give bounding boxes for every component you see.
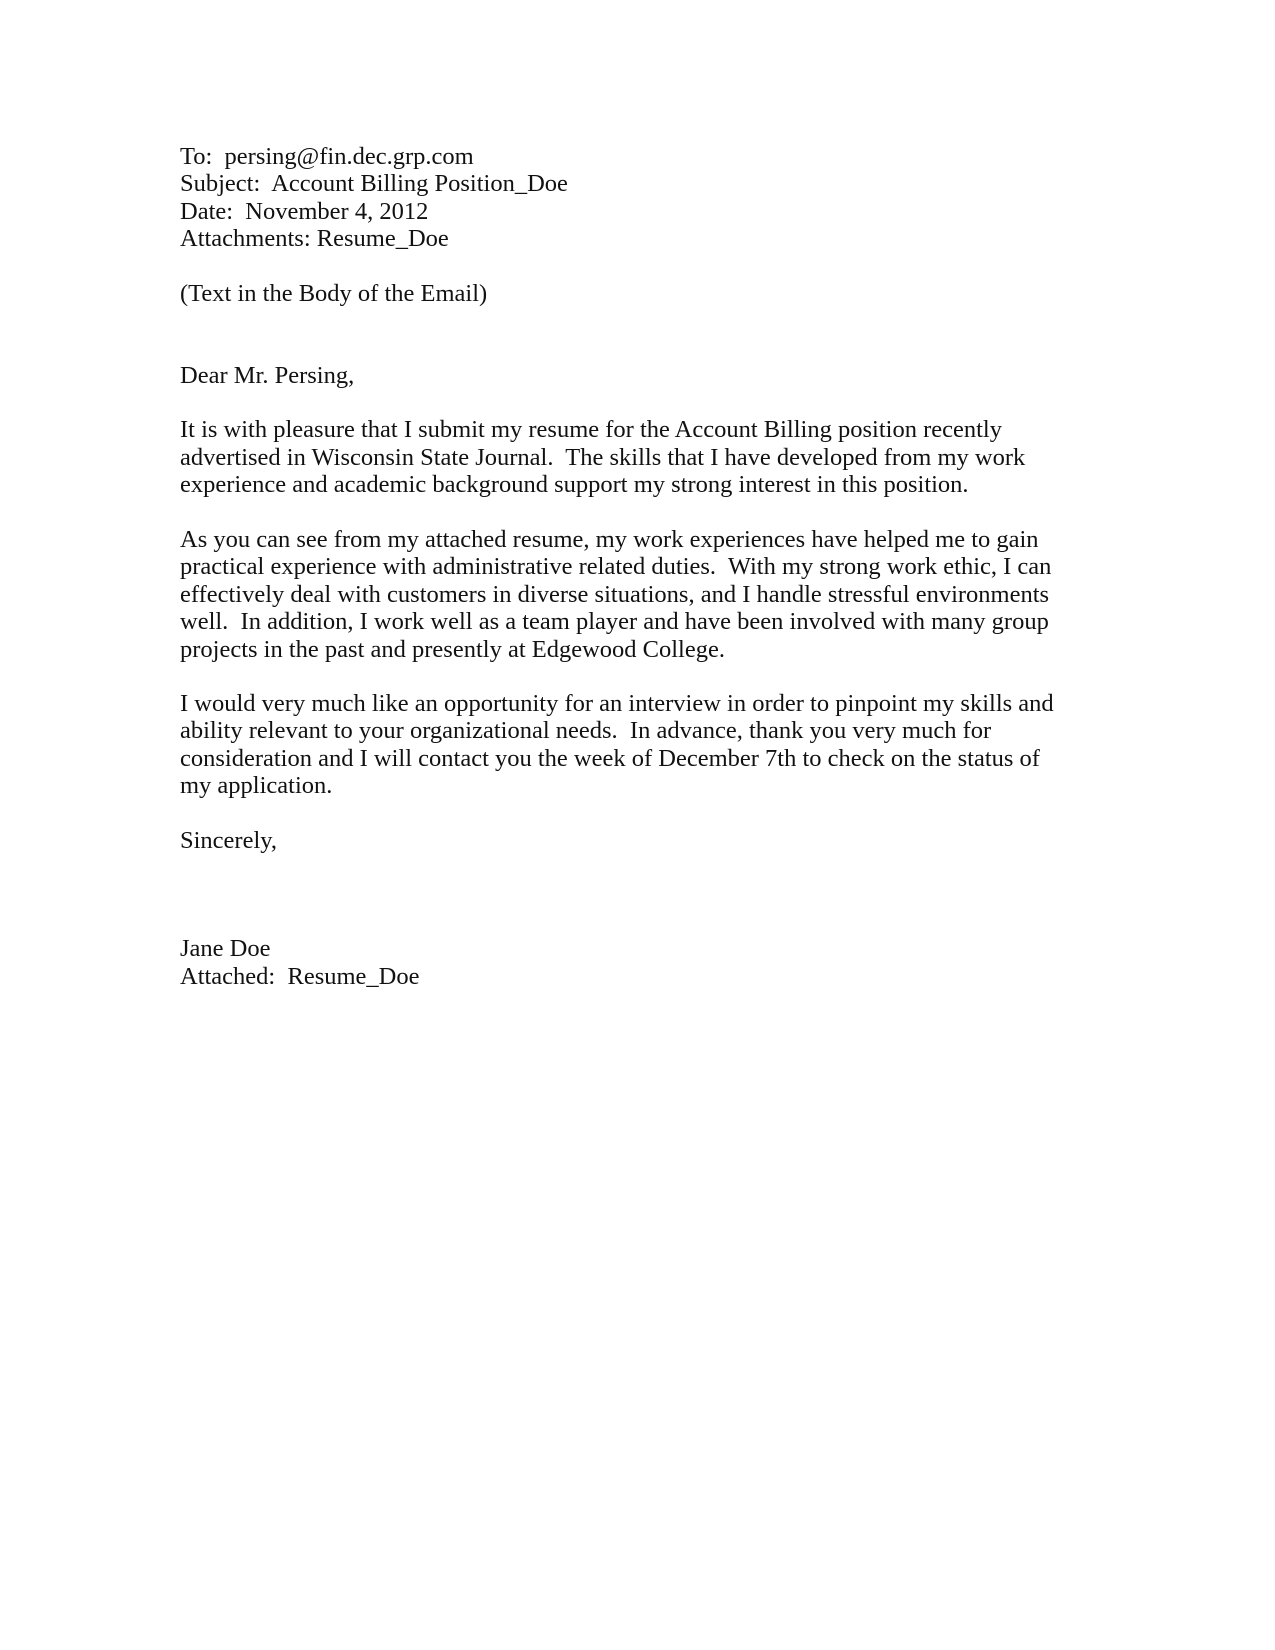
body-note: (Text in the Body of the Email) (180, 280, 488, 307)
attached-line: Attached: Resume_Doe (180, 963, 420, 990)
salutation: Dear Mr. Persing, (180, 362, 355, 389)
paragraph-line: consideration and I will contact you the week of December 7th to check on the status of (180, 745, 1040, 772)
signature-name: Jane Doe (180, 935, 271, 962)
paragraph-line: experience and academic background support my strong interest in this position. (180, 471, 969, 498)
paragraph-line: ability relevant to your organizational needs. In advance, thank you very much for (180, 717, 992, 744)
to-line: To: persing@fin.dec.grp.com (180, 143, 474, 170)
paragraph-line: I would very much like an opportunity for an interview in order to pinpoint my skills and (180, 690, 1054, 717)
paragraph-line: advertised in Wisconsin State Journal. The skills that I have developed from my work (180, 444, 1026, 471)
closing: Sincerely, (180, 827, 278, 854)
date-line: Date: November 4, 2012 (180, 198, 429, 225)
paragraph-line: It is with pleasure that I submit my resume for the Account Billing position recently (180, 416, 1002, 443)
paragraph-line: well. In addition, I work well as a team player and have been involved with many group (180, 608, 1049, 635)
paragraph-line: my application. (180, 772, 333, 799)
paragraph-line: projects in the past and presently at Edgewood College. (180, 636, 725, 663)
paragraph-line: effectively deal with customers in diverse situations, and I handle stressful environments (180, 581, 1050, 608)
paragraph-line: practical experience with administrative related duties. With my strong work ethic, I can (180, 553, 1052, 580)
subject-line: Subject: Account Billing Position_Doe (180, 170, 568, 197)
paragraph-line: As you can see from my attached resume, my work experiences have helped me to gain (180, 526, 1039, 553)
attachments-line: Attachments: Resume_Doe (180, 225, 449, 252)
